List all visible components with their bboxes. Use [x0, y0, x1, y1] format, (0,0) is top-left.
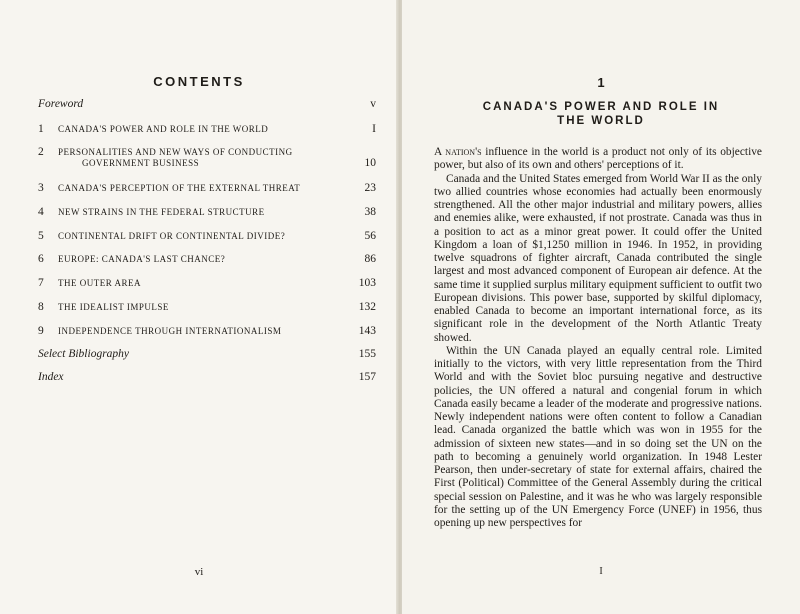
- paragraph-1-text: influence in the world is a product not only of its objective power, but also of its own and others' perceptions of it.: [434, 146, 762, 172]
- paragraph-2: Canada and the United States emerged from World War II as the only two allied countries whose economies had actually been enormously strengthened. All the other major industrial and military powers, allies and enemies alike, were exhausted, if not prostrate. Canada was thus in a position to act as a minor great power. It could offer the United Kingdom a loan of $1,1250 million in 1946. In 1952, in providing twelve squadrons of fighter aircraft, Canada contributed the single largest and most advanced component of European air defence. At the same time it supplied surplus military equipment sufficient to outfit two European divisions. This power base, supported by skilful diplomacy, enabled Canada to become an important international force, as its significant role in the development of the North Atlantic Treaty showed.: [434, 172, 762, 344]
- toc-entry-label: PERSONALITIES AND NEW WAYS OF CONDUCTING: [58, 147, 293, 157]
- toc-entry-page: 38: [364, 206, 376, 218]
- toc-entry-number: 4: [38, 206, 44, 218]
- paragraph-3: Within the UN Canada played an equally central role. Limited initially to the victors, with very little representation from the Third World and with the Soviet bloc pursuing negative and destructive policies, the UN offered a natural and congenial forum in which Canada easily became a leader of the moderate and progressive nations. Newly independent nations were often content to follow a Canadian lead. Canada organized the battle which was won in 1955 for the admission of sixteen new states—and in so doing set the UN on the path to becoming a genuinely world organization. In 1948 Lester Pearson, then under-secretary of state for external affairs, chaired the First (Political) Committee of the General Assembly during the critical special session on Palestine, and it was he who was largely responsible for the setting up of the UN Emergency Force (UNEF) in 1956, thus opening up new perspectives for: [434, 344, 762, 529]
- right-page-number: I: [599, 566, 603, 577]
- toc-entry-label: EUROPE: CANADA'S LAST CHANCE?: [58, 254, 226, 264]
- toc-entry-number: 9: [38, 325, 44, 337]
- chapter-body-text: [434, 146, 762, 530]
- toc-entry-number: 2: [38, 146, 44, 158]
- toc-entry-number: 5: [38, 230, 44, 242]
- toc-entry-number: 1: [38, 123, 44, 135]
- toc-entry-page: 143: [358, 325, 376, 337]
- toc-entry-page: 23: [364, 182, 376, 194]
- paragraph-1: [434, 146, 762, 173]
- toc-entry-label: Foreword: [38, 98, 84, 110]
- toc-entry-label: CANADA'S POWER AND ROLE IN THE WORLD: [58, 124, 269, 134]
- toc-entry-label: Select Bibliography: [38, 348, 130, 360]
- toc-entry-label: THE OUTER AREA: [58, 278, 141, 288]
- toc-entry-label: Index: [38, 371, 64, 383]
- chapter-number: 1: [597, 75, 605, 90]
- toc-entry-label: CANADA'S PERCEPTION OF THE EXTERNAL THREAT: [58, 183, 301, 193]
- toc-entry-label: CONTINENTAL DRIFT OR CONTINENTAL DIVIDE?: [58, 231, 286, 241]
- toc-entry-label-continued: GOVERNMENT BUSINESS: [82, 158, 200, 168]
- toc-entry-page: 86: [364, 253, 376, 265]
- toc-entry-page: 103: [358, 277, 376, 289]
- toc-entry-page: 157: [358, 371, 376, 383]
- toc-entry-number: 7: [38, 277, 44, 289]
- chapter-title: [402, 100, 800, 128]
- toc-entry-label: THE IDEALIST IMPULSE: [58, 302, 169, 312]
- toc-entry-page: I: [372, 123, 376, 135]
- toc-entry-page: v: [370, 98, 376, 110]
- contents-heading: CONTENTS: [153, 74, 245, 89]
- toc-entry-number: 6: [38, 253, 44, 265]
- toc-entry-page: 155: [358, 348, 376, 360]
- toc-entry-page: 132: [358, 301, 376, 313]
- paragraph-lead-in: A nation's: [434, 146, 482, 158]
- toc-entry-label: NEW STRAINS IN THE FEDERAL STRUCTURE: [58, 207, 265, 217]
- toc-entry-number: 8: [38, 301, 44, 313]
- chapter-title-line-2: THE WORLD: [557, 115, 645, 127]
- toc-entry-number: 3: [38, 182, 44, 194]
- chapter-title-line-1: CANADA'S POWER AND ROLE IN: [482, 101, 720, 113]
- toc-entry-page: 10: [364, 157, 376, 169]
- left-page-number: vi: [194, 566, 204, 578]
- toc-entry-page: 56: [364, 230, 376, 242]
- toc-entry-label: INDEPENDENCE THROUGH INTERNATIONALISM: [58, 326, 282, 336]
